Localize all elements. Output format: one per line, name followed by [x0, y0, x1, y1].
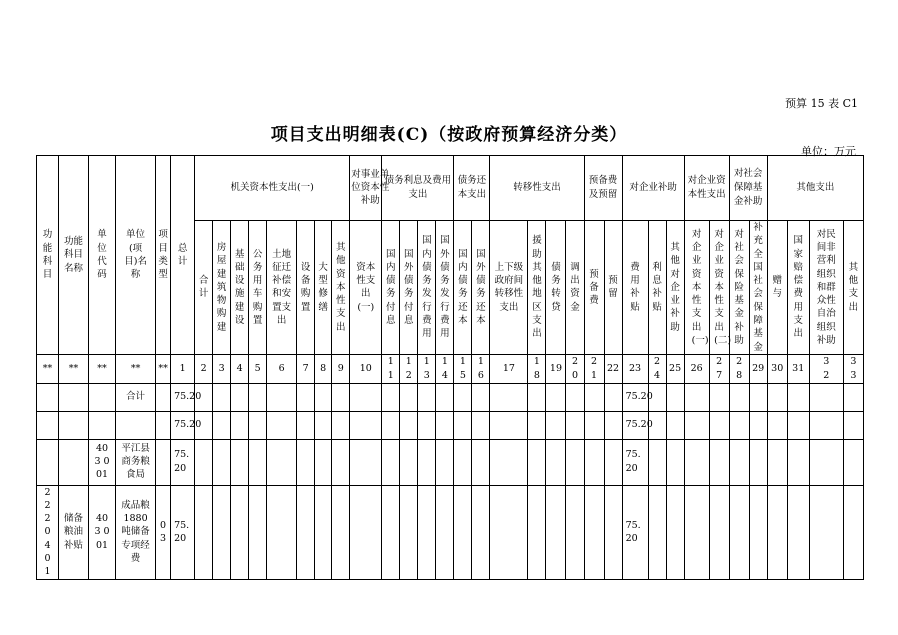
sub-land: 土地征迁补偿和安置支出	[267, 221, 297, 355]
row-expense-subsidy: 75.20	[622, 411, 648, 439]
group-capital-one: 机关资本性支出(一)	[195, 156, 350, 221]
col-unit-code: 单位代码	[89, 156, 116, 355]
row-unit-code: 403 001	[89, 439, 116, 485]
table-row	[37, 411, 864, 439]
group-debt-interest: 债务利息及费用支出	[382, 156, 454, 221]
group-other: 其他支出	[767, 156, 863, 221]
group-debt-principal: 债务还本支出	[454, 156, 490, 221]
index-cell: 1	[171, 355, 195, 383]
index-cell: 20	[566, 355, 584, 383]
index-cell: 19	[546, 355, 566, 383]
index-cell: 18	[528, 355, 546, 383]
sub-foreign-principal: 国外债务还本	[472, 221, 490, 355]
sub-other-capital: 其他资本性支出	[332, 221, 350, 355]
row-expense-subsidy: 75.20	[622, 383, 648, 411]
sub-national-ss-fund: 补充全国社会保障基金	[749, 221, 767, 355]
table-row	[37, 439, 864, 485]
index-cell: **	[116, 355, 156, 383]
table-row	[37, 383, 864, 411]
sub-transfer-out: 调出资金	[566, 221, 584, 355]
expenditure-table	[36, 155, 864, 580]
index-cell: 32	[809, 355, 843, 383]
sub-gift: 赠与	[767, 221, 787, 355]
row-total: 75.20	[171, 439, 195, 485]
document-title: 项目支出明细表(C)（按政府预算经济分类）	[270, 125, 628, 145]
index-cell: 27	[709, 355, 729, 383]
index-cell: 15	[454, 355, 472, 383]
index-cell: 28	[729, 355, 749, 383]
index-cell: 9	[332, 355, 350, 383]
index-cell: 17	[490, 355, 528, 383]
sub-repairs: 大型修缮	[315, 221, 332, 355]
index-cell: 3	[213, 355, 231, 383]
index-cell: 10	[350, 355, 382, 383]
index-cell: **	[89, 355, 116, 383]
group-reserve: 预备费及预留	[584, 156, 622, 221]
sub-vehicles: 公务用车购置	[249, 221, 267, 355]
index-cell: 13	[418, 355, 436, 383]
row-expense-subsidy: 75.20	[622, 485, 648, 580]
sub-other-enterprise: 其他对企业补助	[666, 221, 684, 355]
sub-debt-relending: 债务转贷	[546, 221, 566, 355]
sub-domestic-interest: 国内债务付息	[382, 221, 400, 355]
unit-label: 单位：万元	[801, 145, 856, 158]
col-unit-name: 单位(项目)名称	[116, 156, 156, 355]
table-row	[37, 485, 864, 580]
index-cell: 16	[472, 355, 490, 383]
sub-expense-subsidy: 费用补贴	[622, 221, 648, 355]
sub-intergov-transfer: 上下级政府间转移性支出	[490, 221, 528, 355]
group-social-security: 对社会保障基金补助	[729, 156, 767, 221]
sub-enterprise-capital-two: 对企业资本性支出(二)	[709, 221, 729, 355]
sub-aid: 援助其他地区支出	[528, 221, 546, 355]
group-public-institution-capital: 对事业单位资本性补助	[350, 156, 382, 221]
row-name: 平江县商务粮食局	[116, 439, 156, 485]
col-project-type: 项目类型	[156, 156, 171, 355]
group-enterprise-subsidy: 对企业补助	[622, 156, 684, 221]
index-cell: 21	[584, 355, 604, 383]
sub-buildings: 房屋建筑物购建	[213, 221, 231, 355]
index-cell: 29	[749, 355, 767, 383]
sub-capital-one: 资本性支出(一)	[350, 221, 382, 355]
row-total: 75.20	[171, 383, 195, 411]
sub-domestic-principal: 国内债务还本	[454, 221, 472, 355]
sub-enterprise-capital-one: 对企业资本性支出(一)	[684, 221, 709, 355]
row-expense-subsidy: 75.20	[622, 439, 648, 485]
sub-nonprofit: 对民间非营利组织和群众性自治组织补助	[809, 221, 843, 355]
sub-total: 合计	[195, 221, 213, 355]
row-type: 03	[156, 485, 171, 580]
index-cell: 11	[382, 355, 400, 383]
row-func-code: 22 20 40 1	[37, 485, 59, 580]
group-transfer: 转移性支出	[490, 156, 584, 221]
index-cell: 30	[767, 355, 787, 383]
col-total: 总计	[171, 156, 195, 355]
index-cell: 31	[787, 355, 809, 383]
index-cell: 12	[400, 355, 418, 383]
index-cell: 6	[267, 355, 297, 383]
sub-domestic-issue: 国内债务发行费用	[418, 221, 436, 355]
sub-reserve-fund: 预备费	[584, 221, 604, 355]
row-name: 合计	[116, 383, 156, 411]
sub-compensation: 国家赔偿费用支出	[787, 221, 809, 355]
sub-reserved: 预留	[604, 221, 622, 355]
row-name: 成品粮1880吨储备专项经费	[116, 485, 156, 580]
index-cell: **	[156, 355, 171, 383]
index-cell: 24	[648, 355, 666, 383]
index-cell: 14	[436, 355, 454, 383]
row-unit-code: 403 001	[89, 485, 116, 580]
sub-insurance-fund: 对社会保险基金补助	[729, 221, 749, 355]
index-row	[37, 355, 864, 383]
sub-interest-subsidy: 利息补贴	[648, 221, 666, 355]
index-cell: 7	[297, 355, 315, 383]
row-func-name: 储备粮油补贴	[59, 485, 89, 580]
col-func-code: 功能科目	[37, 156, 59, 355]
sub-foreign-issue: 国外债务发行费用	[436, 221, 454, 355]
sub-foreign-interest: 国外债务付息	[400, 221, 418, 355]
row-total: 75.20	[171, 485, 195, 580]
index-cell: 33	[843, 355, 863, 383]
index-cell: 5	[249, 355, 267, 383]
row-total: 75.20	[171, 411, 195, 439]
index-cell: **	[59, 355, 89, 383]
sub-equipment: 设备购置	[297, 221, 315, 355]
sub-other: 其他支出	[843, 221, 863, 355]
group-enterprise-capital: 对企业资本性支出	[684, 156, 729, 221]
index-cell: 25	[666, 355, 684, 383]
index-cell: 4	[231, 355, 249, 383]
index-cell: 8	[315, 355, 332, 383]
form-code: 预算 15 表 C1	[785, 97, 858, 110]
col-func-name: 功能科目名称	[59, 156, 89, 355]
index-cell: 26	[684, 355, 709, 383]
index-cell: **	[37, 355, 59, 383]
index-cell: 23	[622, 355, 648, 383]
index-cell: 22	[604, 355, 622, 383]
index-cell: 2	[195, 355, 213, 383]
sub-infrastructure: 基础设施建设	[231, 221, 249, 355]
